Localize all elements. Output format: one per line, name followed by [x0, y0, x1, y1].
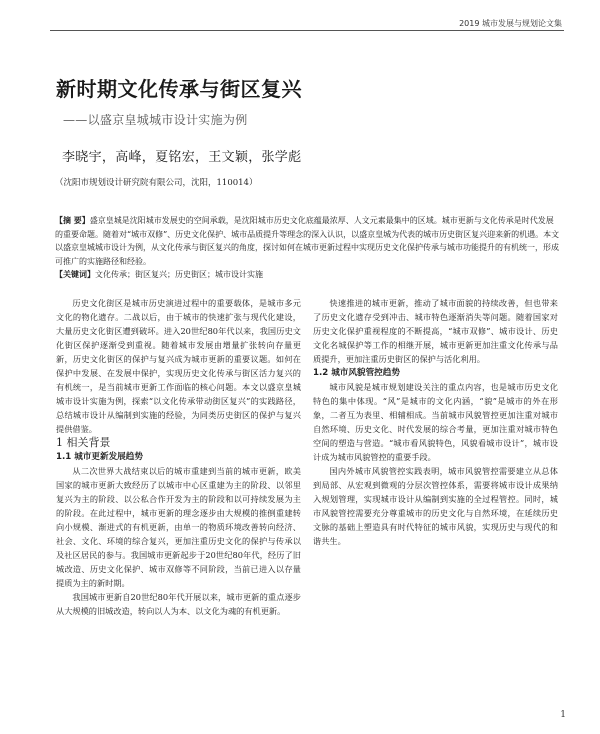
paragraph: 我国城市更新自20世纪80年代开展以来，城市更新的重点逐步从大规模的旧城改造，转向以人为本、以文化为魂的有机更新。 [56, 592, 301, 616]
paper-subtitle: ——以盛京皇城城市设计实施为例 [63, 113, 248, 127]
authors: 李晓宇，高峰，夏铭宏，王文颖，张学彪 [62, 150, 302, 165]
header-rule [50, 30, 564, 31]
paper-title: 新时期文化传承与街区复兴 [56, 77, 302, 101]
page-number: 1 [560, 710, 566, 720]
running-head: 2019 城市发展与规划论文集 [459, 19, 562, 28]
affiliation: （沈阳市规划设计研究院有限公司，沈阳，110014） [55, 178, 258, 188]
body-column-left [56, 296, 301, 618]
abstract-text: 盛京皇城是沈阳城市发展史的空间承载，是沈阳城市历史文化底蕴最浓厚、人文元素最集中的区域。城市更新与文化传承是时代发展的重要命题。随着对“城市双修”、历史文化保护、城市品质提升等理念的深入认识，以盛京皇城为代表的城市历史街区复兴迎来新的机遇。本文以盛京皇城城市设计为例，从文化传承与街区复兴的角度，探讨如何在城市更新过程中实现历史文化保护传承与城市功能提升的有机统一，形成可推广的实施路径和经验。 [55, 216, 560, 266]
body-column-right [313, 296, 558, 548]
keywords-text: 文化传承；街区复兴；历史街区；城市设计实施 [95, 270, 263, 280]
paragraph: 城市风貌是城市规划建设关注的重点内容，也是城市历史文化特色的集中体现。“风”是城市的文化内涵，“貌”是城市的外在形象，二者互为表里、相辅相成。当前城市风貌管控更加注重对城市自然环境、历史文化、时代发展的综合考量，更加注重对城市特色空间的塑造与营造。“城市看风貌特色，风貌看城市设计”，城市设计成为城市风貌管控的重要手段。 [313, 382, 558, 462]
abstract [55, 214, 560, 268]
subsection-heading: 1.2 城市风貌管控趋势 [313, 368, 400, 378]
abstract-label: 【摘 要】 [55, 216, 90, 225]
section-heading: 1 相关背景 [56, 436, 111, 449]
keywords [55, 268, 560, 282]
keywords-label: 【关键词】 [55, 270, 95, 280]
paragraph: 国内外城市风貌管控实践表明，城市风貌管控需要建立从总体到局部、从宏观到微观的分层次管控体系，需要将城市设计成果纳入规划管理，实现城市设计从编制到实施的全过程管控。同时，城市风貌管控需要充分尊重城市的历史文化与自然环境，在延续历史文脉的基础上塑造具有时代特征的城市风貌，实现历史与现代的和谐共生。 [313, 466, 558, 546]
subsection-heading: 1.1 城市更新发展趋势 [56, 452, 143, 462]
abstract-block [55, 214, 560, 282]
paragraph: 快速推进的城市更新，推动了城市面貌的持续改善，但也带来了历史文化遗存受到冲击、城市特色逐渐消失等问题。随着国家对历史文化保护重视程度的不断提高，“城市双修”、城市设计、历史文化名城保护等工作的相继开展，城市更新更加注重文化传承与品质提升，更加注重历史街区的保护与活化利用。 [313, 298, 558, 364]
paragraph: 从二次世界大战结束以后的城市重建到当前的城市更新，欧美国家的城市更新大致经历了以城市中心区重建为主的阶段、以邻里复兴为主的阶段、以公私合作开发为主的阶段和以可持续发展为主的阶段。在此过程中，城市更新的理念逐步由大规模的推倒重建转向小规模、渐进式的有机更新，由单一的物质环境改善转向经济、社会、文化、环境的综合复兴，更加注重历史文化的保护与传承以及社区居民的参与。我国城市更新起步于20世纪80年代，经历了旧城改造、历史文化保护、城市双修等不同阶段，当前已进入以存量提质为主的新时期。 [56, 466, 301, 588]
paragraph: 历史文化街区是城市历史演进过程中的重要载体，是城市多元文化的物化遗存。二战以后，由于城市的快速扩张与现代化建设，大量历史文化街区遭到破坏。进入20世纪80年代以来，我国历史文化街区保护逐渐受到重视。随着城市发展由增量扩张转向存量更新，历史文化街区的保护与复兴成为城市更新的重要议题。如何在保护中发展、在发展中保护，实现历史文化传承与街区活力复兴的有机统一，是当前城市更新工作面临的核心问题。本文以盛京皇城城市设计实施为例，探索“以文化传承带动街区复兴”的实践路径，总结城市设计从编制到实施的经验，为同类历史街区的保护与复兴提供借鉴。 [56, 298, 301, 434]
